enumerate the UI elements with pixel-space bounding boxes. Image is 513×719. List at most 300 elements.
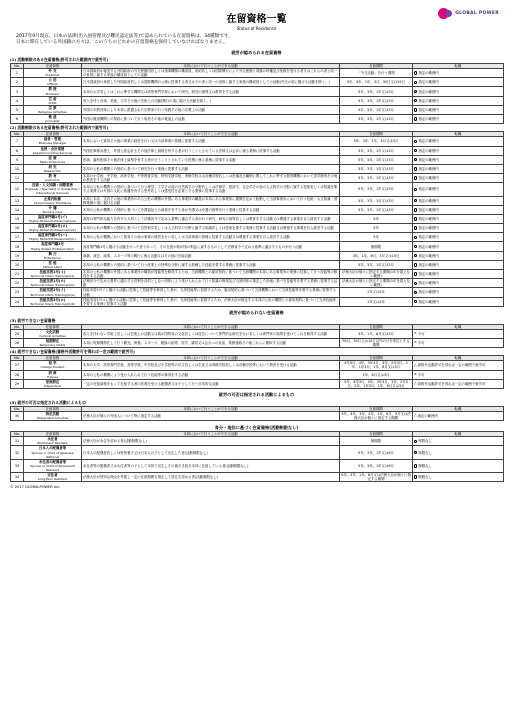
- job-change-cell: [413, 214, 504, 223]
- status-table: [10, 355, 504, 389]
- status-name-en: Journalist: [45, 119, 60, 124]
- table-row: [11, 473, 504, 482]
- circle-icon: [414, 158, 417, 161]
- status-name-cell: [24, 146, 82, 155]
- activity-description: 収入を伴う音楽、美術、文学その他の芸術上の活動(興行の項に掲げる活動を除く。): [82, 96, 340, 105]
- table-row: [11, 183, 504, 196]
- period-of-stay: 5年、3年、1年、4月又は3月: [340, 137, 413, 146]
- band-designated: [10, 392, 503, 399]
- status-name: 技能実習2号(ロ): [39, 297, 66, 302]
- activity-description: 本邦の公私の機関との契約に基づいて行う産業上の特殊な分野に属する熟練した技能を要する業務に従事する活動: [82, 260, 340, 269]
- row-number: 6: [11, 115, 24, 124]
- table-row: [11, 288, 504, 297]
- table-row: [11, 105, 504, 114]
- job-change-cell: [413, 205, 504, 214]
- status-name-cell: [24, 297, 82, 306]
- table-row: [11, 412, 504, 421]
- circle-icon: [414, 245, 417, 248]
- status-name-cell: [24, 137, 82, 146]
- status-name: 高度専門職1号(イ): [37, 214, 68, 219]
- period-of-stay: 「外交活動」を行う期間: [340, 69, 413, 78]
- column-header-no: No.: [11, 356, 24, 361]
- job-change-label: 指定の範囲内: [418, 299, 439, 304]
- column-header-transfer: 転職: [413, 432, 504, 437]
- job-change-label: 指定の範囲内: [417, 414, 438, 419]
- job-change: [414, 176, 502, 180]
- job-change: [414, 90, 502, 94]
- job-change-label: 指定の範囲内: [418, 139, 439, 144]
- job-change-cell: [413, 87, 504, 96]
- row-number: 31: [11, 437, 24, 446]
- status-name-en: Legal/Accounting Services: [32, 150, 73, 155]
- status-name: 留 学: [48, 361, 57, 366]
- row-number: 13: [11, 196, 24, 205]
- row-number: 18: [11, 242, 24, 251]
- status-name-cell: [24, 242, 82, 251]
- status-table: [10, 63, 504, 124]
- job-change-cell: [413, 233, 504, 242]
- status-name-en: Dependent: [44, 383, 61, 388]
- status-table: [10, 131, 504, 307]
- period-of-stay: 無期限: [340, 242, 413, 251]
- status-name-cell: [24, 69, 82, 78]
- job-change-label: 指定の範囲内: [418, 98, 439, 103]
- job-change: [414, 117, 502, 121]
- circle-icon: [414, 90, 417, 93]
- status-name-en: Intracompany Transferee: [33, 200, 72, 205]
- activity-description: 本邦の公私の機関との契約に基づいて介護福祉士の資格を有する者が介護又は介護の指導を行う業務に従事する活動: [82, 205, 340, 214]
- activity-description: 医師、歯科医師その他法律上資格を有する者が行うこととされている医療に係る業務に従事する活動: [82, 155, 340, 164]
- job-change-cell: [413, 270, 504, 279]
- status-name-cell: [24, 279, 82, 288]
- circle-icon: [414, 167, 417, 170]
- status-name-en: Cultural Activities: [39, 333, 66, 338]
- column-header-activity: 本邦において行うことができる活動: [82, 64, 340, 69]
- job-change-cell: [413, 196, 504, 205]
- column-header-name: 在留資格: [24, 406, 82, 411]
- intro-text: [16, 34, 503, 46]
- row-number: 34: [11, 473, 24, 482]
- status-name-cell: [24, 115, 82, 124]
- status-name: 研 修: [48, 370, 57, 375]
- job-change-cell: [413, 69, 504, 78]
- circle-icon: [414, 149, 417, 152]
- job-change-label: 不可: [417, 341, 425, 346]
- activity-description: 法務大臣が永住を認める者(活動制限なし): [82, 437, 340, 446]
- circle-icon: [414, 199, 417, 202]
- status-name-cell: [24, 105, 82, 114]
- period-of-stay: 5年: [340, 224, 413, 233]
- status-name: 定住者: [47, 473, 58, 478]
- page-subtitle: Status of Residence: [236, 26, 277, 31]
- column-header-no: No.: [11, 324, 24, 329]
- job-change: [414, 281, 502, 285]
- job-change: [414, 263, 502, 267]
- status-name-cell: [24, 214, 82, 223]
- status-name-cell: [24, 164, 82, 173]
- row-number: 12: [11, 183, 24, 196]
- job-change-label: 不可: [417, 331, 425, 336]
- status-name: 技能実習1号(ロ): [39, 279, 66, 284]
- column-header-transfer: 転職: [413, 64, 504, 69]
- page-title: 在留資格一覧: [226, 14, 287, 25]
- column-header-name: 在留資格: [24, 432, 82, 437]
- job-change-label: 制限なし: [418, 475, 432, 480]
- table-row: [11, 69, 504, 78]
- job-change: [414, 382, 502, 386]
- status-name: 日本人の配偶者等: [38, 446, 67, 451]
- status-name-en: Trainee: [47, 374, 58, 379]
- section-heading: (5) 就労の可否は指定される活動によるもの: [10, 399, 86, 405]
- table-row: [11, 329, 504, 338]
- column-header-period: 在留期間: [340, 406, 413, 411]
- activity-description: 高度専門職1号に掲げる活動を行った者であって、その在留が我が国の利益に資するものとして法務省令で定める基準に適合するものが行う活動: [82, 242, 340, 251]
- job-change-label: 指定の範囲内: [418, 107, 439, 112]
- status-name-cell: [24, 379, 82, 388]
- job-change-label: 制限なし: [418, 463, 432, 468]
- job-change-cell: [413, 260, 504, 269]
- status-name-en: Technical Intern Training(ii)(b): [30, 301, 75, 306]
- job-change: [414, 254, 502, 258]
- status-name: 公 用: [48, 78, 57, 83]
- job-change-label: 指定の範囲内: [418, 272, 439, 277]
- status-name-en: Nursing Care: [42, 209, 63, 214]
- row-number: 32: [11, 446, 24, 459]
- status-name: 技能実習1号(イ): [39, 270, 66, 275]
- period-of-stay: 5年、4年、3年、2年、1年、6月、3月又は法務大臣が個々に指定する期間: [341, 412, 411, 421]
- period-of-stay: 法務大臣が個々に指定する期間(1年を超えない範囲): [340, 270, 413, 279]
- circle-icon: [414, 217, 417, 220]
- triangle-icon: △: [414, 381, 417, 386]
- column-header-transfer: 転職: [413, 356, 504, 361]
- activity-description: 法務大臣が特別な理由を考慮し一定の在留期間を指定して居住を認める者(活動制限なし): [82, 473, 340, 482]
- status-name-cell: [24, 446, 82, 459]
- activity-description: 法務大臣が個々の外国人について特に指定する活動: [82, 412, 340, 421]
- job-change: [414, 464, 502, 468]
- period-of-stay: 90日、30日又は15日以内の日を単位とする期間: [340, 339, 413, 348]
- job-change: [414, 80, 502, 84]
- activity-description: 本邦の公私の機関との契約に基づいて自然科学若しくは人文科学の分野に属する知識若しくは技術を要する業務に従事する活動又は関連する事業を自ら経営する活動: [82, 224, 340, 233]
- circle-icon: [414, 236, 417, 239]
- status-name: 技術・人文知識・国際業務: [32, 183, 73, 188]
- activity-description: 高度の専門的な能力を有する人材として法務省令で定める基準に適合する者が行う研究、研究の指導若しくは教育をする活動又は関連する事業を自ら経営する活動: [82, 214, 340, 223]
- job-change-cell: [413, 155, 504, 164]
- band-status: [10, 424, 503, 431]
- period-of-stay: 5年、3年、1年又は3月: [340, 115, 413, 124]
- circle-icon: [414, 81, 417, 84]
- table-row: [11, 339, 504, 348]
- row-number: 14: [11, 205, 24, 214]
- job-change-label: 指定の範囲内: [418, 148, 439, 153]
- status-name-cell: [24, 339, 82, 348]
- row-number: 29: [11, 379, 24, 388]
- circle-icon: [414, 451, 417, 454]
- status-name: 研 究: [48, 164, 57, 169]
- job-change-cell: [413, 164, 504, 173]
- status-name: 報 道: [48, 115, 57, 120]
- table-row: [11, 279, 504, 288]
- status-name: 技能実習2号(イ): [39, 288, 66, 293]
- job-change-label: 指定の範囲内: [418, 117, 439, 122]
- status-name-cell: [24, 473, 82, 482]
- job-change-label: 指定の範囲内: [418, 290, 439, 295]
- band-label: 就労が認められない在留資格: [226, 310, 286, 315]
- status-name-en: Technical Intern Training(i)(b): [30, 283, 75, 288]
- job-change-label: 指定の範囲内: [418, 71, 439, 76]
- row-number: 26: [11, 339, 24, 348]
- section-heading: (1) 活動制限のある在留資格(許可された範囲内で就労可): [10, 57, 109, 62]
- activity-description: 本邦の公私の機関との契約に基づいて研究を行う業務に従事する活動: [82, 164, 340, 173]
- logo-text: GLOBAL POWER: [455, 11, 499, 16]
- row-number: 9: [11, 155, 24, 164]
- status-name-en: College Student: [40, 365, 65, 370]
- period-of-stay: 3年、1年、6月、3月又は15日: [340, 251, 413, 260]
- table-row: [11, 437, 504, 446]
- period-of-stay: 5年、3年、1年又は3月: [340, 260, 413, 269]
- job-change: [414, 341, 502, 345]
- column-header-activity: 本邦において行うことができる活動: [82, 406, 340, 411]
- table-row: [11, 146, 504, 155]
- job-change-cell: [413, 297, 504, 306]
- period-of-stay: 5年、3年、1年又は3月: [340, 183, 413, 196]
- table-row: [11, 164, 504, 173]
- job-change-label: 指定の範囲内: [418, 262, 439, 267]
- row-number: 11: [11, 174, 24, 183]
- table-row: [11, 260, 504, 269]
- status-name-en: Religious Activities: [38, 109, 67, 114]
- status-name: 特定活動: [45, 412, 60, 416]
- status-name: 企業内転勤: [44, 196, 61, 201]
- column-header-period: 在留期間: [340, 356, 413, 361]
- band-nonwork: [10, 310, 503, 317]
- activity-description: 一定の在留資格をもって在留する者の扶養を受ける配偶者又は子として行う日常的な活動: [82, 379, 340, 388]
- status-name-en: Designated Activities: [36, 416, 69, 421]
- job-change: [414, 475, 502, 479]
- row-number: 16: [11, 224, 24, 233]
- row-number: 1: [11, 69, 24, 78]
- activity-description: 日本国政府の承認した外国政府若しくは国際機関の公務に従事する者又はその者と同一の世帯に属する家族の構成員としての活動(外交の項に掲げる活動を除く。): [82, 78, 340, 87]
- triangle-icon: △: [414, 362, 417, 367]
- job-change: [414, 290, 502, 294]
- job-change-cell: [413, 361, 504, 370]
- job-change-cell: [413, 473, 504, 482]
- status-name-cell: [24, 78, 82, 87]
- activity-description: 外国法事務弁護士、外国公認会計士その他法律上資格を有する者が行うこととされている法律又は会計に係る業務に従事する活動: [82, 146, 340, 155]
- column-header-transfer: 転職: [413, 132, 504, 137]
- status-name-en: Highly Skilled Professional(ii): [30, 246, 75, 251]
- job-change-label: 指定の範囲内: [418, 176, 439, 181]
- row-number: 4: [11, 96, 24, 105]
- status-name-cell: [24, 260, 82, 269]
- row-number: 27: [11, 361, 24, 370]
- activity-description: 本邦の公私の機関において貿易その他の事業の経営を行い若しくは当該事業の管理に従事する活動又は関連する事業を自ら経営する活動: [82, 233, 340, 242]
- status-name: 高度専門職2号: [41, 242, 64, 247]
- job-change-cell: [413, 412, 504, 421]
- job-change: [414, 208, 502, 212]
- circle-icon: [414, 475, 417, 478]
- status-name-cell: [24, 361, 82, 370]
- period-of-stay: 1年又は2年: [340, 288, 413, 297]
- status-name-cell: [24, 87, 82, 96]
- job-change: [414, 71, 502, 75]
- activity-description: 演劇、演芸、演奏、スポーツ等の興行に係る活動又はその他の芸能活動: [82, 251, 340, 260]
- activity-description: 本邦の大学、高等専門学校、高等学校、中学校及び小学校等の学生若しくは生徒又は専修学校若しくは各種学校等において教育を受ける活動: [82, 361, 340, 370]
- row-number: 5: [11, 105, 24, 114]
- status-name: 経営・管理: [44, 137, 61, 142]
- job-change-label: 指定の範囲内: [418, 80, 439, 85]
- row-number: 25: [11, 329, 24, 338]
- activity-description: 技能実習1号ロに掲げる活動に従事して技能等を修得した者が、当該技能等に習熟するため、法務大臣が指定する本邦の公私の機関との雇用契約に基づいて当該技能等を要する業務に従事する活動: [82, 297, 340, 306]
- status-name-en: Highly Skilled Professional(i)(a): [29, 219, 76, 223]
- job-change: [414, 187, 502, 191]
- circle-icon: [414, 263, 417, 266]
- status-table: [10, 431, 504, 482]
- status-name-en: Highly Skilled Professional(i)(c): [29, 237, 76, 242]
- status-name-cell: [24, 329, 82, 338]
- job-change-cell: [413, 446, 504, 459]
- status-name: 介 護: [48, 205, 57, 210]
- activity-description: 永住者等の配偶者又は永住者等の子として本邦で出生しその後引き続き本邦に在留している者(活動制限なし): [82, 459, 340, 472]
- row-number: 17: [11, 233, 24, 242]
- status-name: 宗 教: [48, 105, 57, 110]
- status-name: 永住者の配偶者等: [38, 459, 67, 464]
- job-change-cell: [413, 174, 504, 183]
- circle-icon: [414, 254, 417, 257]
- status-name-en: Artist: [48, 100, 57, 105]
- row-number: 20: [11, 260, 24, 269]
- column-header-no: No.: [11, 432, 24, 437]
- status-tables: [10, 49, 503, 482]
- column-header-name: 在留資格: [24, 356, 82, 361]
- triangle-icon: △: [414, 413, 417, 418]
- column-header-activity: 本邦において行うことができる活動: [82, 324, 340, 329]
- status-name-cell: [24, 437, 82, 446]
- row-number: 10: [11, 164, 24, 173]
- job-change-label: 資格外活動許可を得れば一定の範囲で就労可: [417, 363, 486, 368]
- job-change-label: 指定の範囲内: [418, 157, 439, 162]
- job-change-cell: [413, 224, 504, 233]
- activity-description: 外国の宗教団体により本邦に派遣された宗教家の行う布教その他の宗教上の活動: [82, 105, 340, 114]
- period-of-stay: 3年、1年、6月又は3月: [340, 329, 413, 338]
- company-logo: [438, 8, 499, 19]
- status-table: [10, 406, 504, 421]
- table-row: [11, 87, 504, 96]
- circle-icon: [414, 208, 417, 211]
- table-row: [11, 446, 504, 459]
- status-name-en: Engineer / Specialist in Humanities / International Services: [25, 187, 80, 196]
- circle-icon: [414, 176, 417, 179]
- column-header-no: No.: [11, 132, 24, 137]
- table-row: [11, 214, 504, 223]
- status-name-en: Researcher: [44, 168, 61, 173]
- status-name: 高度専門職1号(ロ): [37, 224, 68, 229]
- job-change: [414, 332, 502, 336]
- status-name-en: Highly Skilled Professional(i)(b): [29, 228, 76, 233]
- period-of-stay: 5年、3年、1年又は6月: [340, 446, 413, 459]
- circle-icon: [414, 140, 417, 143]
- status-name-cell: [24, 412, 82, 421]
- table-row: [11, 224, 504, 233]
- column-header-no: No.: [11, 64, 24, 69]
- circle-icon: [414, 272, 417, 275]
- status-name-en: Spouse or Child of Permanent Resident: [30, 463, 75, 472]
- job-change-label: 不可: [417, 372, 425, 377]
- column-header-transfer: 転職: [413, 406, 504, 411]
- status-name-cell: [24, 288, 82, 297]
- table-row: [11, 270, 504, 279]
- table-row: [11, 459, 504, 472]
- job-change: [414, 245, 502, 249]
- job-change-label: 指定の範囲内: [418, 216, 439, 221]
- period-of-stay: 5年、3年、1年又は3月: [340, 146, 413, 155]
- status-name: 教 授: [48, 87, 57, 92]
- table-row: [11, 379, 504, 388]
- status-name-cell: [24, 459, 82, 472]
- row-number: 28: [11, 370, 24, 379]
- table-row: [11, 78, 504, 87]
- job-change-label: 指定の範囲内: [418, 89, 439, 94]
- period-of-stay: 5年、4年3月、4年、3年3月、3年、2年3月、2年、1年3月、1年、6月又は3月: [340, 379, 413, 388]
- job-change-cell: [413, 96, 504, 105]
- job-change: [414, 167, 502, 171]
- section-heading: (3) 就労できない在留資格: [10, 317, 56, 323]
- status-name: 永住者: [47, 437, 58, 442]
- period-of-stay: 1年又は2年: [340, 297, 413, 306]
- status-name: 短期滞在: [45, 339, 60, 344]
- job-change: [414, 414, 502, 418]
- column-header-period: 在留期間: [340, 132, 413, 137]
- period-of-stay: 5年、3年、1年又は3月: [340, 105, 413, 114]
- table-row: [11, 242, 504, 251]
- period-of-stay: 法務大臣が個々に指定する期間(1年を超えない範囲): [340, 279, 413, 288]
- status-name-en: Official: [47, 82, 58, 87]
- status-name: 芸 術: [48, 96, 57, 101]
- job-change-label: 指定の範囲内: [418, 253, 439, 258]
- circle-icon: [414, 291, 417, 294]
- row-number: 3: [11, 87, 24, 96]
- job-change-cell: [413, 137, 504, 146]
- status-name: 家族滞在: [45, 379, 60, 384]
- table-row: [11, 174, 504, 183]
- activity-description: 日本国政府が接受する外国政府の外交使節団若しくは領事機関の構成員、条約若しくは国際慣行により外交使節と同様の特権及び免除を受ける者又はこれらの者と同一の世帯に属する家族の構成員としての活動: [82, 69, 340, 78]
- period-of-stay: 4年3月、4年、3年3月、3年、2年3月、2年、1年3月、1年、6月又は3月: [340, 361, 413, 370]
- cross-icon: ×: [414, 371, 417, 376]
- column-header-name: 在留資格: [24, 64, 82, 69]
- column-header-name: 在留資格: [24, 132, 82, 137]
- column-header-transfer: 転職: [413, 324, 504, 329]
- status-name-cell: [24, 196, 82, 205]
- job-change-cell: [413, 78, 504, 87]
- status-name: 外 交: [48, 69, 57, 74]
- table-row: [11, 155, 504, 164]
- table-row: [11, 297, 504, 306]
- status-name-en: Instructor: [45, 178, 60, 183]
- job-change-cell: [413, 183, 504, 196]
- table-row: [11, 137, 504, 146]
- cross-icon: ×: [414, 331, 417, 336]
- job-change: [414, 226, 502, 230]
- circle-icon: [414, 117, 417, 120]
- status-name-en: Entertainer: [44, 255, 61, 260]
- column-header-period: 在留期間: [340, 64, 413, 69]
- job-change: [414, 451, 502, 455]
- status-name-en: Permanent Resident: [37, 441, 68, 446]
- status-name-cell: [24, 224, 82, 233]
- circle-icon: [414, 440, 417, 443]
- column-header-period: 在留期間: [340, 432, 413, 437]
- job-change-cell: [413, 379, 504, 388]
- row-number: 15: [11, 214, 24, 223]
